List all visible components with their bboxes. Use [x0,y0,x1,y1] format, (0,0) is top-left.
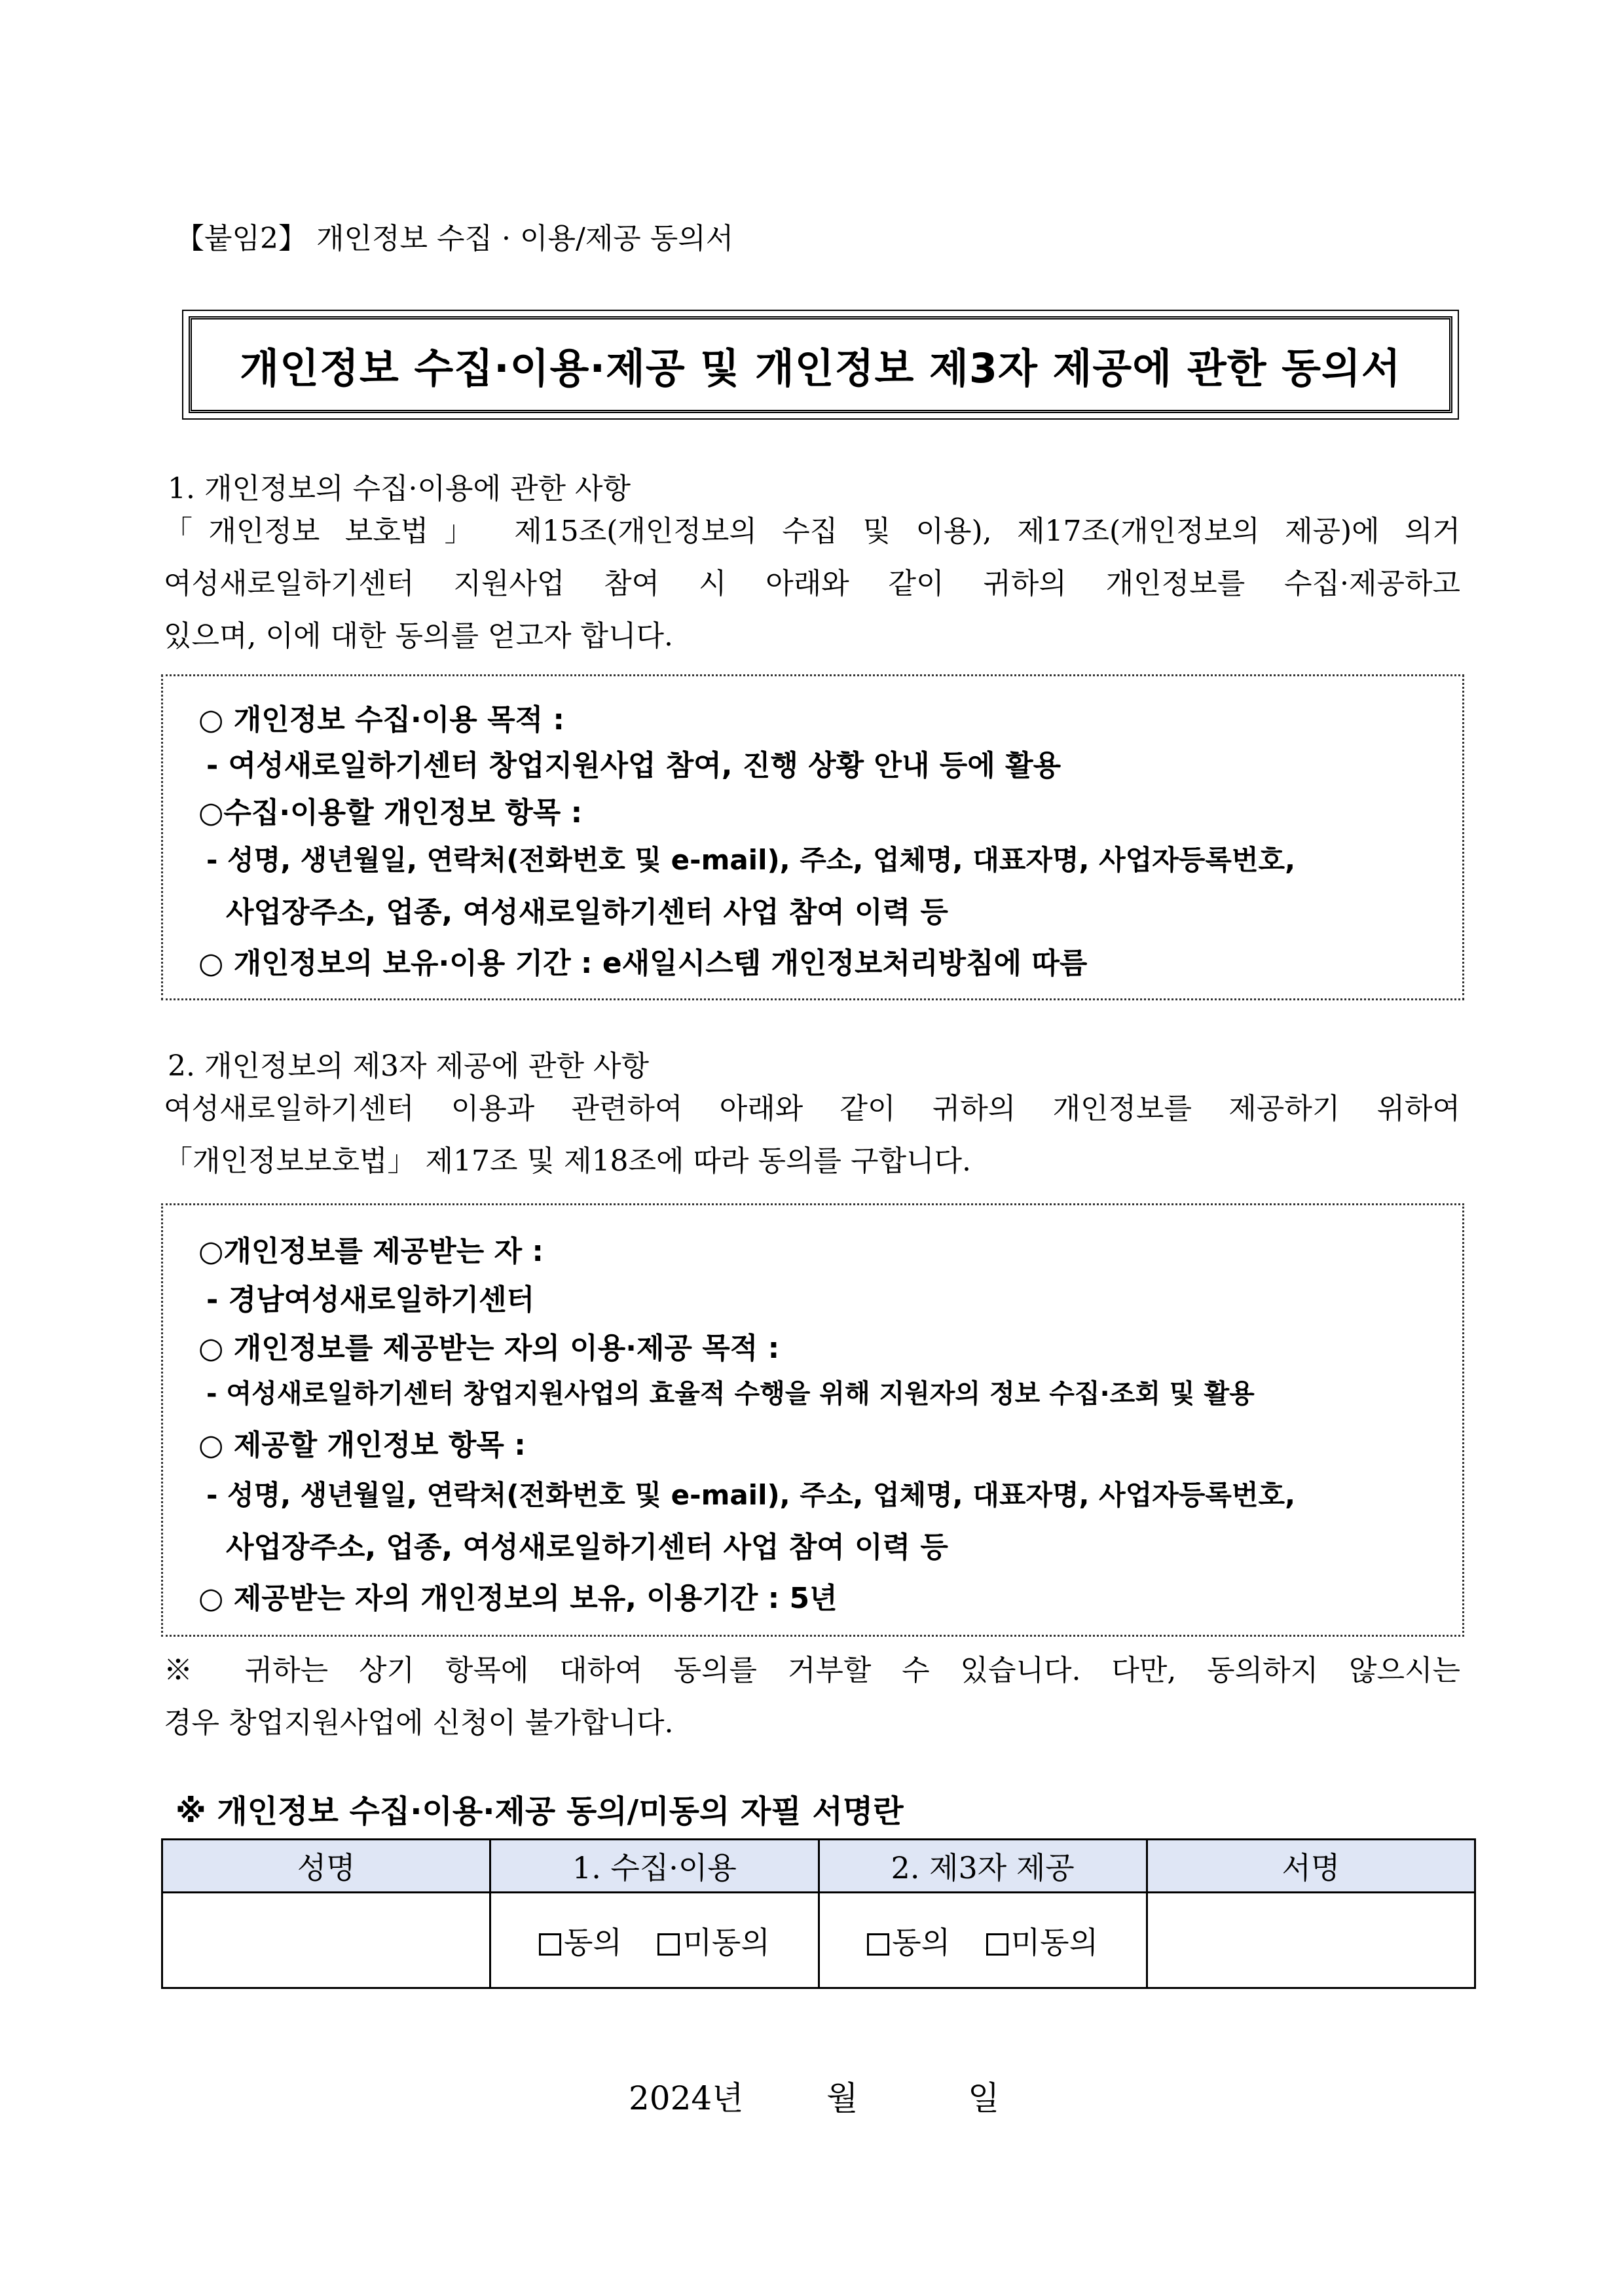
box-item: - 성명, 생년월일, 연락처(전화번호 및 e-mail), 주소, 업체명, 대표자명, 사업자등록번호, [206,1479,1296,1511]
name-cell[interactable] [162,1893,490,1988]
header-signature: 서명 [1147,1840,1475,1893]
collection-use-consent-cell [490,1893,819,1988]
box-item: ○ 제공할 개인정보 항목 : [198,1429,526,1462]
box-item: ○ 개인정보 수집·이용 목적 : [198,703,565,737]
header-collection-use: 1. 수집·이용 [490,1840,819,1893]
signature-section-title: ※ 개인정보 수집·이용·제공 동의/미동의 자필 서명란 [175,1793,904,1830]
box-item: ○ 개인정보를 제공받는 자의 이용·제공 목적 : [198,1332,780,1365]
box-item: ○ 제공받는 자의 개인정보의 보유, 이용기간 : 5년 [198,1582,838,1615]
section1-info-box [161,674,1464,1000]
checkbox-icon[interactable] [657,1933,680,1956]
section1-paragraph [164,505,1460,663]
third-party-consent-cell [819,1893,1147,1988]
signature-table [161,1838,1476,1989]
checkbox-icon[interactable] [539,1933,561,1956]
box-item: ○개인정보를 제공받는 자 : [198,1235,544,1268]
attachment-label: 【붙임2】 개인정보 수집 · 이용/제공 동의서 [175,222,734,255]
section2-info-box [161,1203,1464,1637]
collection-disagree-option[interactable] [657,1925,769,1960]
signature-cell[interactable] [1147,1893,1475,1988]
document-title: 개인정보 수집·이용·제공 및 개인정보 제3자 제공에 관한 동의서 [240,344,1401,392]
section2-paragraph-line: 여성새로일하기센터 이용과 관련하여 아래와 같이 귀하의 개인정보를 제공하기 위하여 [164,1092,1460,1125]
checkbox-icon[interactable] [986,1933,1008,1956]
notice-line: ※ 귀하는 상기 항목에 대하여 동의를 거부할 수 있습니다. 다만, 동의하지 않으시는 [164,1654,1460,1687]
third-party-agree-option[interactable] [867,1925,950,1960]
section2-heading: 2. 개인정보의 제3자 제공에 관한 사항 [168,1049,649,1083]
agree-label: 동의 [892,1924,951,1960]
checkbox-icon[interactable] [867,1933,889,1956]
section1-heading: 1. 개인정보의 수집·이용에 관한 사항 [168,472,631,505]
disagree-label: 미동의 [682,1924,770,1960]
disagree-label: 미동의 [1010,1924,1099,1960]
header-third-party: 2. 제3자 제공 [819,1840,1147,1893]
collection-agree-option[interactable] [539,1925,622,1960]
section2-paragraph [164,1083,1460,1188]
section2-paragraph-line: 「개인정보보호법」 제17조 및 제18조에 따라 동의를 구합니다. [164,1144,971,1178]
box-item: - 여성새로일하기센터 창업지원사업의 효율적 수행을 위해 지원자의 정보 수집·조회 및 활용 [206,1379,1255,1409]
refusal-notice [164,1645,1460,1749]
section1-paragraph-line: 있으며, 이에 대한 동의를 얻고자 합니다. [164,619,673,653]
signature-table-input-row [162,1893,1475,1988]
date-year: 2024년 [629,2079,744,2117]
signature-table-header-row [162,1840,1475,1893]
box-item: - 여성새로일하기센터 창업지원사업 참여, 진행 상황 안내 등에 활용 [206,749,1061,782]
box-item: ○ 개인정보의 보유·이용 기간 : e새일시스템 개인정보처리방침에 따름 [198,947,1088,980]
box-item: - 경남여성새로일하기센터 [206,1283,535,1317]
document-title-box [189,316,1452,413]
box-item: - 성명, 생년월일, 연락처(전화번호 및 e-mail), 주소, 업체명, 대표자명, 사업자등록번호, [206,844,1296,876]
notice-line: 경우 창업지원사업에 신청이 불가합니다. [164,1706,674,1740]
section1-paragraph-line: 「개인정보 보호법」 제15조(개인정보의 수집 및 이용), 제17조(개인정보의 제공)에 의거 [164,515,1460,548]
date-month: 월 [826,2079,858,2117]
section1-paragraph-line: 여성새로일하기센터 지원사업 참여 시 아래와 같이 귀하의 개인정보를 수집·제공하고 [164,567,1460,600]
agree-label: 동의 [563,1924,622,1960]
third-party-disagree-option[interactable] [986,1925,1098,1960]
header-name: 성명 [162,1840,490,1893]
date-day: 일 [968,2079,1000,2117]
box-item: 사업장주소, 업종, 여성새로일하기센터 사업 참여 이력 등 [226,896,948,929]
box-item: 사업장주소, 업종, 여성새로일하기센터 사업 참여 이력 등 [226,1531,948,1564]
box-item: ○수집·이용할 개인정보 항목 : [198,796,583,829]
